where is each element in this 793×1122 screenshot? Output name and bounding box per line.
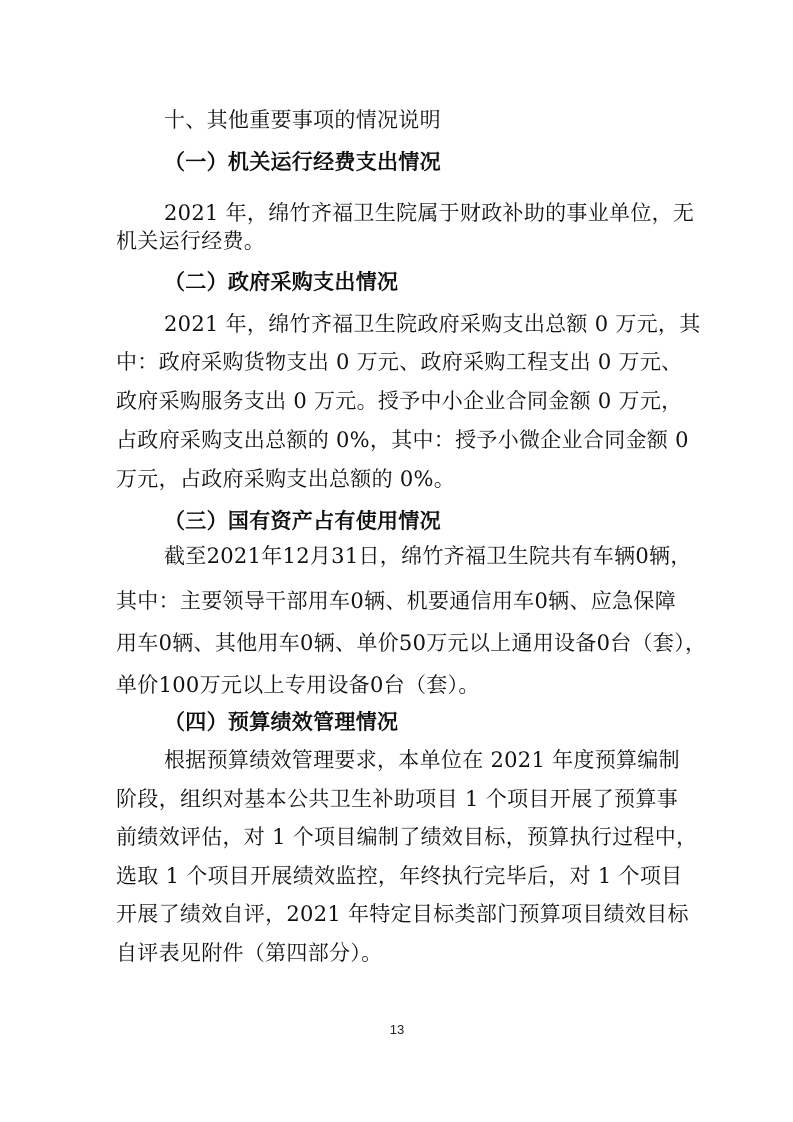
paragraph-line: 单价100万元以上专用设备0台（套）。 [116,673,480,697]
paragraph-line: 自评表见附件（第四部分）。 [116,941,383,965]
paragraph-line: 前绩效评估，对 1 个项目编制了绩效目标，预算执行过程中， [116,825,698,849]
subsection-heading-3: （三）国有资产占有使用情况 [164,509,441,533]
paragraph-line: 选取 1 个项目开展绩效监控，年终执行完毕后，对 1 个项目 [116,864,683,888]
paragraph-line: 2021 年，绵竹齐福卫生院政府采购支出总额 0 万元，其 [164,312,701,336]
paragraph-line: 阶段，组织对基本公共卫生补助项目 1 个项目开展了预算事 [116,787,678,811]
subsection-heading-2: （二）政府采购支出情况 [164,270,399,294]
paragraph-line: 机关运行经费。 [116,229,266,253]
paragraph-line: 截至2021年12月31日，绵竹齐福卫生院共有车辆0辆， [164,544,692,568]
paragraph-line: 占政府采购支出总额的 0%，其中：授予小微企业合同金额 0 [116,428,689,452]
section-title: 十、其他重要事项的情况说明 [164,108,441,132]
paragraph-line: 万元，占政府采购支出总额的 0%。 [116,467,456,491]
paragraph-line: 用车0辆、其他用车0辆、单价50万元以上通用设备0台（套）， [116,631,707,655]
paragraph-line: 根据预算绩效管理要求，本单位在 2021 年度预算编制 [164,748,680,772]
subsection-heading-4: （四）预算绩效管理情况 [164,710,399,734]
paragraph-line: 中：政府采购货物支出 0 万元、政府采购工程支出 0 万元、 [116,350,683,374]
paragraph-line: 开展了绩效自评，2021 年特定目标类部门预算项目绩效目标 [116,902,689,926]
page-number: 13 [389,1022,405,1037]
paragraph-line: 政府采购服务支出 0 万元。授予中小企业合同金额 0 万元， [116,389,683,413]
paragraph-line: 2021 年，绵竹齐福卫生院属于财政补助的事业单位，无 [164,201,695,225]
paragraph-line: 其中：主要领导干部用车0辆、机要通信用车0辆、应急保障 [116,589,676,613]
subsection-heading-1: （一）机关运行经费支出情况 [164,150,441,174]
